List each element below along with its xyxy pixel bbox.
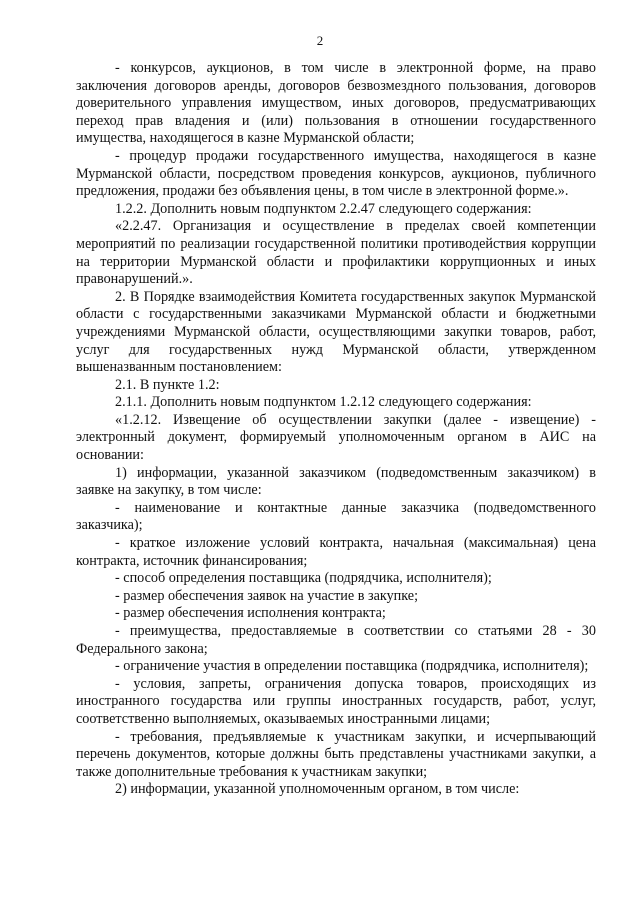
paragraph: - размер обеспечения заявок на участие в закупке; — [115, 587, 419, 604]
paragraph: - преимущества, предоставляемые в соответствии со статьями 28 - 30 Федерального закона; — [76, 623, 596, 657]
paragraph: 2) информации, указанной уполномоченным органом, в том числе: — [115, 781, 520, 798]
paragraph: - условия, запреты, ограничения допуска товаров, происходящих из иностранного государства или группы иностранных государств, работ, услуг, соответственно выполняемых, оказываемых иностранными лицами; — [76, 675, 596, 727]
paragraph: 2.1. В пункте 1.2: — [115, 376, 220, 393]
document-body — [76, 60, 596, 799]
page-number: 2 — [316, 33, 324, 48]
paragraph: «2.2.47. Организация и осуществление в пределах своей компетенции мероприятий по реализации государственной политики противодействия коррупции на территории Мурманской области и профилактики коррупционных и иных правонарушений.». — [76, 218, 596, 288]
paragraph: 2. В Порядке взаимодействия Комитета государственных закупок Мурманской области с государственными заказчиками Мурманской области и бюджетными учреждениями Мурманской области, осуществляющими закупки товаров, работ, услуг для государственных нужд Мурманской области, утвержденном вышеназванным постановлением: — [76, 288, 596, 376]
paragraph: 2.1.1. Дополнить новым подпунктом 1.2.12 следующего содержания: — [115, 394, 532, 411]
paragraph: - ограничение участия в определении поставщика (подрядчика, исполнителя); — [115, 658, 589, 675]
paragraph: 1.2.2. Дополнить новым подпунктом 2.2.47 следующего содержания: — [115, 200, 532, 217]
paragraph: - способ определения поставщика (подрядчика, исполнителя); — [115, 570, 492, 587]
paragraph: - размер обеспечения исполнения контракта; — [115, 605, 386, 622]
paragraph: - требования, предъявляемые к участникам закупки, и исчерпывающий перечень документов, которые должны быть представлены участниками закупки, а также дополнительные требования к участникам закупки; — [76, 728, 596, 780]
scan-bottom-edge — [0, 896, 640, 905]
paragraph: «1.2.12. Извещение об осуществлении закупки (далее - извещение) - электронный документ, формируемый уполномоченным органом в АИС на основании: — [76, 411, 596, 464]
paragraph: - краткое изложение условий контракта, начальная (максимальная) цена контракта, источник финансирования; — [76, 535, 596, 569]
paragraph: - наименование и контактные данные заказчика (подведомственного заказчика); — [76, 499, 596, 534]
paragraph: - процедур продажи государственного имущества, находящегося в казне Мурманской области, посредством проведения конкурсов, аукционов, публичного предложения, продажи без объявления цены, в том числе в электронной форме.». — [76, 147, 596, 200]
paragraph: - конкурсов, аукционов, в том числе в электронной форме, на право заключения договоров аренды, договоров безвозмездного пользования, договоров доверительного управления имуществом, иных договоров, предусматривающих переход прав владения и (или) пользования в отношении государственного имущества, находящегося в казне Мурманской области; — [76, 60, 596, 147]
paragraph: 1) информации, указанной заказчиком (подведомственным заказчиком) в заявке на закупку, в том числе: — [76, 464, 596, 499]
